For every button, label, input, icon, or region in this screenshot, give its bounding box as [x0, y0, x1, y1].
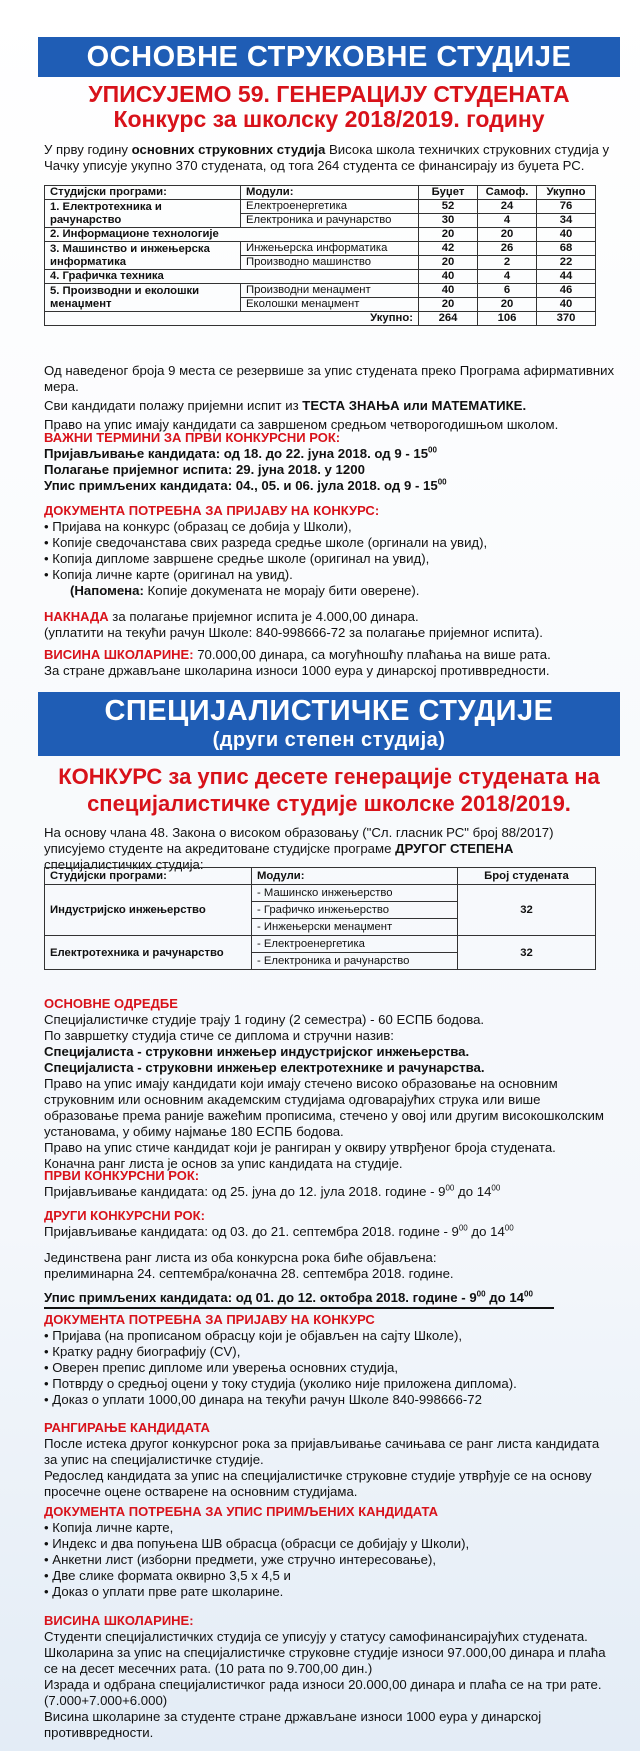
col-header-budget: Буџет	[419, 186, 478, 200]
section2-round2	[44, 1207, 616, 1240]
section2-banner	[38, 692, 620, 756]
section2-docs	[44, 1311, 616, 1408]
total-cell: 40	[537, 228, 596, 242]
basic-heading: ОСНОВНЕ ОДРЕДБЕ	[44, 996, 178, 1011]
reserved-places: Од наведеног броја 9 места се резервише за упис студената преко Програма афирмативних мера.	[44, 363, 615, 394]
basic-diploma: По завршетку студија стиче се диплома и стручни назив:	[44, 1028, 394, 1043]
basic-ranking: Право на упис стиче кандидат који је рангиран у оквиру утврђеног броја студената.	[44, 1140, 556, 1155]
round2-mid: до 14	[467, 1224, 505, 1239]
section2-title2: специјалистичке студије школске 2018/2019.	[87, 791, 571, 816]
module-name: - Електроенергетика	[252, 936, 458, 953]
section1-title1: УПИСУЈЕМО 59. ГЕНЕРАЦИЈУ СТУДЕНАТА	[88, 81, 570, 107]
selffinanced-cell: 20	[478, 228, 537, 242]
list-item: • Копија личне карте,	[44, 1520, 174, 1535]
section1-banner-title: ОСНОВНЕ СТРУКОВНЕ СТУДИЈЕ	[86, 41, 572, 73]
section1-tuition	[44, 646, 616, 679]
budget-cell: 40	[419, 284, 478, 298]
program-name: Електротехника и рачунарство	[45, 936, 252, 970]
basic-duration: Специјалистичке студије трају 1 годину (2 семестра) - 60 ЕСПБ бодова.	[44, 1012, 485, 1027]
round1-text: Пријављивање кандидата: од 25. јуна до 12. јула 2018. године - 9	[44, 1184, 446, 1199]
list-item: • Кратку радну биографију (CV),	[44, 1344, 241, 1359]
total-cell: 22	[537, 256, 596, 270]
intro-text-a: На основу члана 48. Закона о високом образовању ("Сл. гласник РС" број 88/2017) уписујемо студенте на акредитоване студијске програме	[44, 825, 554, 856]
docs-heading: ДОКУМЕНТА ПОТРЕБНА ЗА ПРИЈАВУ НА КОНКУРС:	[44, 503, 380, 518]
tuition-heading: ВИСИНА ШКОЛАРИНЕ:	[44, 1613, 194, 1628]
module-name: Производно машинство	[241, 256, 419, 270]
terms-sup: 00	[437, 477, 447, 487]
intro-text-bold: ДРУГОГ СТЕПЕНА	[395, 841, 514, 856]
total-label: Укупно:	[45, 312, 419, 326]
section2-round1	[44, 1167, 616, 1200]
enroll-docs-heading: ДОКУМЕНТА ПОТРЕБНА ЗА УПИС ПРИМЉЕНИХ КАНДИДАТА	[44, 1504, 439, 1519]
total-cell: 76	[537, 200, 596, 214]
col-header-modules: Модули:	[252, 868, 458, 885]
section2-title1: КОНКУРС за упис десете генерације студената на	[58, 764, 600, 789]
terms-exam: Полагање пријемног испита: 29. јуна 2018. у 1200	[44, 462, 365, 477]
selffinanced-cell: 6	[478, 284, 537, 298]
ranklist-line2: прелиминарна 24. септембра/коначна 28. септембра 2018. године.	[44, 1266, 454, 1281]
col-header-modules: Модули:	[241, 186, 419, 200]
programs-table	[44, 185, 596, 326]
selffinanced-cell: 24	[478, 200, 537, 214]
round1-sup: 00	[491, 1183, 501, 1193]
enroll-mid: до 14	[485, 1290, 524, 1305]
round1-heading: ПРВИ КОНКУРСНИ РОК:	[44, 1168, 200, 1183]
section2-enroll	[44, 1290, 616, 1306]
specialist-table	[44, 867, 596, 970]
round2-heading: ДРУГИ КОНКУРСНИ РОК:	[44, 1208, 205, 1223]
selffinanced-cell: 20	[478, 298, 537, 312]
round2-sup: 00	[504, 1223, 514, 1233]
ranking-heading: РАНГИРАЊЕ КАНДИДАТА	[44, 1420, 210, 1435]
section2-enroll-docs	[44, 1503, 616, 1600]
list-item: • Индекс и два попуњена ШВ обрасца (обрасци се добијају у Школи),	[44, 1536, 470, 1551]
section2-tuition	[44, 1612, 616, 1741]
table-row	[45, 284, 596, 298]
module-name: - Инжењерски менаџмент	[252, 919, 458, 936]
round1-sup: 00	[445, 1183, 455, 1193]
student-count: 32	[458, 885, 596, 936]
program-name: Индустријско инжењерство	[45, 885, 252, 936]
list-item: • Две слике формата оквирно 3,5 х 4,5 и	[44, 1568, 291, 1583]
section2-banner-title: СПЕЦИЈАЛИСТИЧКЕ СТУДИЈЕ	[104, 695, 554, 727]
section1-after-table	[44, 363, 616, 433]
program-name: 2. Информационе технологије	[45, 228, 419, 242]
note-text: Копије докумената не морају бити оверене).	[143, 583, 420, 598]
budget-cell: 42	[419, 242, 478, 256]
ranking-text2: Редослед кандидата за упис на специјалистичке струковне студије утврђује се на основу просечне оцене остварене на основним студијама.	[44, 1468, 592, 1499]
section2-banner-subtitle: (други степен студија)	[212, 729, 446, 751]
selffinanced-cell: 4	[478, 214, 537, 228]
table-header-row	[45, 186, 596, 200]
student-count: 32	[458, 936, 596, 970]
program-name: 1. Електротехника и рачунарство	[45, 200, 241, 228]
ranklist-line1: Јединствена ранг листа из оба конкурсна рока биће објављена:	[44, 1250, 437, 1265]
col-header-programs: Студијски програми:	[45, 186, 241, 200]
col-header-programs: Студијски програми:	[45, 868, 252, 885]
terms-sup: 00	[428, 445, 437, 455]
selffinanced-cell: 2	[478, 256, 537, 270]
docs-heading: ДОКУМЕНТА ПОТРЕБНА ЗА ПРИЈАВУ НА КОНКУРС	[44, 1312, 375, 1327]
col-header-total: Укупно	[537, 186, 596, 200]
basic-eligibility: Право на упис имају кандидати који имају стечено високо образовање на основним струковним или основним академским студијама одговарајућих струка или више образовање према раније важећим прописима, стечено у овој или другим високошколским установама, у обиму најмање 180 ЕСПБ бодова.	[44, 1076, 604, 1139]
round2-sup: 00	[458, 1223, 468, 1233]
list-item: • Копије сведочанстава свих разреда средње школе (оргинали на увид),	[44, 535, 488, 550]
section2-basic	[44, 995, 616, 1172]
section1-fee	[44, 608, 616, 641]
list-item: • Потврду о средњој оцени у току студија (уколико није приложена диплома).	[44, 1376, 517, 1391]
enroll-sup: 00	[524, 1289, 533, 1299]
section1-docs	[44, 502, 616, 599]
total-cell: 40	[537, 298, 596, 312]
budget-cell: 20	[419, 256, 478, 270]
module-name: - Машинско инжењерство	[252, 885, 458, 902]
tuition-label: ВИСИНА ШКОЛАРИНЕ:	[44, 647, 194, 662]
module-name: - Електроника и рачунарство	[252, 953, 458, 970]
tuition-text1: Студенти специјалистичких студија се уписују у статусу самофинансирајућих студената.	[44, 1629, 588, 1644]
section2-intro	[44, 825, 616, 873]
exam-subjects: ТЕСТА ЗНАЊА или МАТЕМАТИКЕ.	[302, 398, 527, 413]
module-name: - Графичко инжењерство	[252, 902, 458, 919]
program-name: 5. Производни и еколошки менаџмент	[45, 284, 241, 312]
module-name: Електроенергетика	[241, 200, 419, 214]
eligibility: Право на упис имају кандидати са завршеном средњом четворогодишњом школом.	[44, 417, 559, 432]
section2-ranking	[44, 1419, 616, 1500]
list-item: • Копија личне карте (оригинал на увид).	[44, 567, 293, 582]
fee-payment: (уплатити на текући рачун Школе: 840-998666-72 за полагање пријемног испита).	[44, 625, 543, 640]
list-item: • Доказ о уплати 1000,00 динара на текући рачун Школе 840-998666-72	[44, 1392, 482, 1407]
module-name: Инжењерска информатика	[241, 242, 419, 256]
table-row	[45, 270, 596, 284]
program-name: 3. Машинство и инжењерска информатика	[45, 242, 241, 270]
list-item: • Пријава (на прописаном обрасцу који је објављен на сајту Школе),	[44, 1328, 463, 1343]
list-item: • Пријава на конкурс (образац се добија у Школи),	[44, 519, 352, 534]
section1-title2: Конкурс за школску 2018/2019. годину	[113, 106, 545, 132]
list-item: • Оверен препис дипломе или уверења основних студија,	[44, 1360, 399, 1375]
selffinanced-cell: 26	[478, 242, 537, 256]
table-row	[45, 936, 596, 953]
section1-terms	[44, 429, 616, 494]
budget-cell: 30	[419, 214, 478, 228]
col-header-students: Број студената	[458, 868, 596, 885]
budget-cell: 40	[419, 270, 478, 284]
total-cell: 34	[537, 214, 596, 228]
table-header-row	[45, 868, 596, 885]
budget-cell: 20	[419, 298, 478, 312]
selffinanced-cell: 4	[478, 270, 537, 284]
intro-text-bold: основних струковних студија	[131, 142, 326, 157]
list-item: • Анкетни лист (изборни предмети, уже стручно интересовање),	[44, 1552, 437, 1567]
total-cell: 46	[537, 284, 596, 298]
section1-banner	[38, 37, 620, 77]
tuition-text: 70.000,00 динара, са могућношћу плаћања на више рата.	[193, 647, 551, 662]
intro-text-c: Висока школа техничких струковних студија у Чачку уписује укупно 370 студената, од тога 264 студента се финансирају из буџета РС.	[44, 142, 610, 173]
ranking-text1: После истека другог конкурсног рока за пријављивање сачињава се ранг листа кандидата за упис на специјалистичке студије.	[44, 1436, 600, 1467]
basic-title2: Специјалиста - струковни инжењер електротехнике и рачунарства.	[44, 1060, 485, 1075]
budget-cell: 52	[419, 200, 478, 214]
terms-enrollment: Упис примљених кандидата: 04., 05. и 06. јула 2018. од 9 - 15	[44, 478, 438, 493]
fee-label: НАКНАДА	[44, 609, 109, 624]
exam-text: Сви кандидати полажу пријемни испит из	[44, 398, 303, 413]
total-budget: 264	[419, 312, 478, 326]
tuition-text3: Израда и одбрана специјалистичког рада износи 20.000,00 динара и плаћа се на три рате. (7.000+7.000+6.000)	[44, 1677, 602, 1708]
terms-registration: Пријављивање кандидата: од 18. до 22. јуна 2018. од 9 - 15	[44, 446, 429, 461]
section1-intro	[44, 142, 616, 174]
enroll-text: Упис примљених кандидата: од 01. до 12. октобра 2018. године - 9	[44, 1290, 477, 1305]
total-selffinanced: 106	[478, 312, 537, 326]
total-all: 370	[537, 312, 596, 326]
tuition-text2: Школарина за упис на специјалистичке струковне студије износи 97.000,00 динара и плаћа се на десет месечних рата. (10 рата по 9.700,00 дин.)	[44, 1645, 606, 1676]
divider	[44, 1307, 554, 1309]
list-item: • Копија дипломе завршене средње школе (оригинал на увид),	[44, 551, 430, 566]
terms-heading: ВАЖНИ ТЕРМИНИ ЗА ПРВИ КОНКУРСНИ РОК:	[44, 430, 341, 445]
intro-text-c: специјалистичких студија:	[44, 857, 204, 872]
total-cell: 44	[537, 270, 596, 284]
tuition-text4: Висина школарине за студенте стране држављане износи 1000 еура у динарској противвредности.	[44, 1709, 542, 1740]
tuition-foreign: За стране држављане школарина износи 1000 еура у динарској противвредности.	[44, 663, 550, 678]
fee-text: за полагање пријемног испита је 4.000,00 динара.	[108, 609, 419, 624]
note-label: (Напомена:	[70, 583, 144, 598]
enroll-sup: 00	[476, 1289, 486, 1299]
module-name: Производни менаџмент	[241, 284, 419, 298]
table-row	[45, 228, 596, 242]
table-row	[45, 242, 596, 256]
round2-text: Пријављивање кандидата: од 03. до 21. септембра 2018. године - 9	[44, 1224, 459, 1239]
col-header-selffinanced: Самоф.	[478, 186, 537, 200]
module-name: Еколошки менаџмент	[241, 298, 419, 312]
table-row	[45, 200, 596, 214]
program-name: 4. Графичка техника	[45, 270, 419, 284]
table-row	[45, 885, 596, 902]
total-cell: 68	[537, 242, 596, 256]
basic-final: Коначна ранг листа је основ за упис кандидата на студије.	[44, 1156, 403, 1171]
module-name: Електроника и рачунарство	[241, 214, 419, 228]
budget-cell: 20	[419, 228, 478, 242]
basic-title1: Специјалиста - струковни инжењер индустријског инжењерства.	[44, 1044, 470, 1059]
list-item: • Доказ о уплати прве рате школарине.	[44, 1584, 284, 1599]
table-total-row	[45, 312, 596, 326]
intro-text-a: У прву годину	[44, 142, 132, 157]
round1-mid: до 14	[454, 1184, 492, 1199]
section2-ranklist	[44, 1250, 616, 1282]
